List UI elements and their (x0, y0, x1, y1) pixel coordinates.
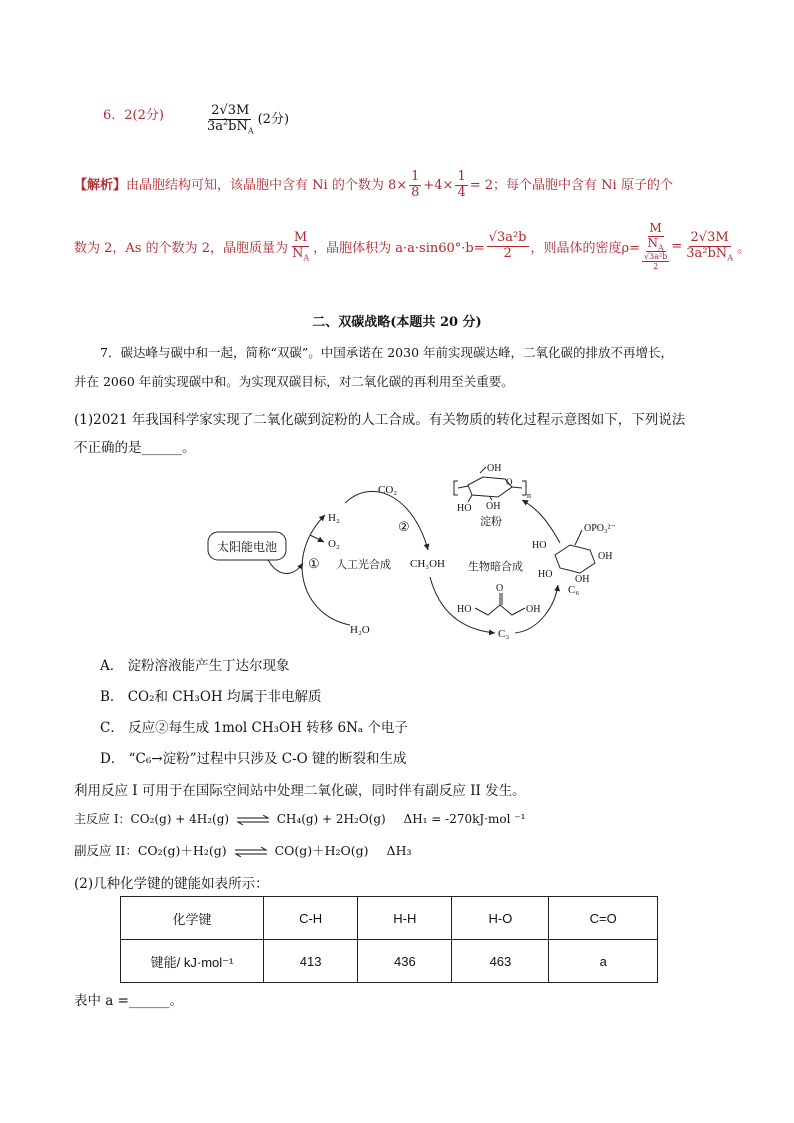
svg-text:HO: HO (457, 604, 472, 615)
option-d: D． “C₆→淀粉”过程中只涉及 C-O 键的断裂和生成 (100, 751, 407, 767)
c3-skeleton (475, 605, 525, 615)
table-header-cell: 化学键 (121, 897, 264, 940)
co2-label: CO₂ (378, 484, 398, 496)
q6-fraction: $\frac{2√3M}{3a^2bN_A}$ (207, 103, 254, 136)
ch3oh-label: CH₃OH (410, 558, 446, 570)
svg-text:OPO₃²⁻: OPO₃²⁻ (584, 523, 616, 534)
svg-text:HO: HO (457, 503, 472, 514)
q6-score: (2分) (257, 111, 290, 127)
q7-intro-2: 并在 2060 年前实现碳中和。为实现双碳目标，对二氧化碳的再利用至关重要。 (74, 374, 514, 389)
q7-part1-1: (1)2021 年我国科学家实现了二氧化碳到淀粉的人工合成。有关物质的转化过程示意图如下，下列说法 (74, 412, 686, 428)
c6-label: C₆ (568, 584, 580, 596)
table-cell: a (549, 940, 658, 983)
c6-ring (555, 545, 595, 573)
analysis-tag: 【解析】 (74, 177, 127, 193)
option-c: C． 反应②每生成 1mol CH₃OH 转移 6Nₐ 个电子 (100, 720, 408, 736)
starch-bracket-left (454, 481, 458, 495)
table-cell: 436 (358, 940, 452, 983)
svg-text:HO: HO (532, 540, 547, 551)
svg-text:n: n (527, 491, 531, 500)
analysis-line-1: 【解析】由晶胞结构可知，该晶胞中含有 Ni 的个数为 8× $\frac{1}{8}$ +4× $\frac{1}{4}$ = 2；每个晶胞中含有 Ni 原子的个 (74, 169, 673, 200)
part2-intro: (2)几种化学键的键能如表所示： (74, 876, 269, 892)
svg-text:OH: OH (487, 463, 502, 474)
starch-label: 淀粉 (480, 516, 502, 528)
table-header-cell: C-H (264, 897, 358, 940)
svg-text:O: O (496, 583, 504, 594)
svg-text:OH: OH (526, 604, 541, 615)
final-question: 表中 a =______。 (74, 993, 183, 1009)
analysis-line-2: 数为 2，As 的个数为 2，晶胞质量为 $\frac{M}{N_A}$ ，晶胞体积为 a·a·sin60°·b= $\frac{\text{√3a²b}}{2}$ ，则晶体的密度ρ= M $N_A$ √3a²b 2 = $\frac{2√3M}{3a^2bN_A}$ 。 (74, 221, 750, 271)
solar-arrow (268, 560, 303, 574)
svg-text:HO: HO (538, 569, 553, 580)
table-row (121, 940, 658, 983)
reaction-intro: 利用反应 I 可用于在国际空间站中处理二氧化碳，同时伴有副反应 II 发生。 (74, 783, 526, 799)
h2o-label: H₂O (350, 624, 370, 636)
svg-text:OH: OH (575, 574, 590, 585)
section-title: 二、双碳战略(本题共 20 分) (312, 315, 482, 330)
q7-intro-1: 7．碳达峰与碳中和一起，简称“双碳”。中国承诺在 2030 年前实现碳达峰，二氧化碳的排放不再增长， (100, 345, 673, 360)
q7-part1-2: 不正确的是______。 (74, 440, 196, 456)
starch-bracket-right (522, 481, 526, 495)
q6-formula (203, 104, 289, 135)
svg-text:O: O (506, 477, 513, 487)
arc-c6-to-starch (522, 500, 560, 543)
q6-line (103, 104, 164, 123)
side-reaction: 副反应 II：CO₂(g)＋H₂(g) CO(g)＋H₂O(g) ΔH₃ (74, 843, 412, 858)
table-header-row (121, 897, 658, 940)
density-complex-fraction: M $N_A$ √3a²b 2 (644, 221, 668, 271)
svg-text:OH: OH (598, 551, 613, 562)
table-cell: 463 (452, 940, 549, 983)
o2-label: O₂ (328, 538, 340, 550)
table-cell: 413 (264, 940, 358, 983)
artificial-label: 人工光合成 (336, 559, 391, 571)
svg-text:OH: OH (486, 501, 501, 512)
table-row-label: 键能/ kJ·mol⁻¹ (121, 940, 264, 983)
option-a: A． 淀粉溶液能产生丁达尔现象 (100, 658, 290, 674)
main-reaction: 主反应 I：CO₂(g) + 4H₂(g) CH₄(g) + 2H₂O(g) ΔH₁ = -270kJ·mol ⁻¹ (74, 812, 526, 826)
bio-label: 生物暗合成 (468, 561, 523, 573)
c3-label: C₃ (498, 628, 510, 640)
equilibrium-arrow-2 (234, 847, 268, 857)
arc-co2-to-ch3oh (345, 491, 428, 550)
solar-battery-label: 太阳能电池 (216, 540, 278, 554)
circle-2: ② (398, 519, 410, 534)
table-header-cell: H-O (452, 897, 549, 940)
o2-arrow (310, 535, 324, 542)
q6-label: 6．2(2分) (103, 108, 164, 123)
bond-energy-table (120, 896, 658, 983)
option-b: B． CO₂和 CH₃OH 均属于非电解质 (100, 689, 322, 705)
h2-label: H₂ (328, 512, 340, 524)
table-header-cell: H-H (358, 897, 452, 940)
equilibrium-arrow-1 (236, 815, 270, 825)
table-header-cell: C=O (549, 897, 658, 940)
circle-1: ① (308, 556, 320, 571)
synthesis-diagram (200, 455, 640, 645)
